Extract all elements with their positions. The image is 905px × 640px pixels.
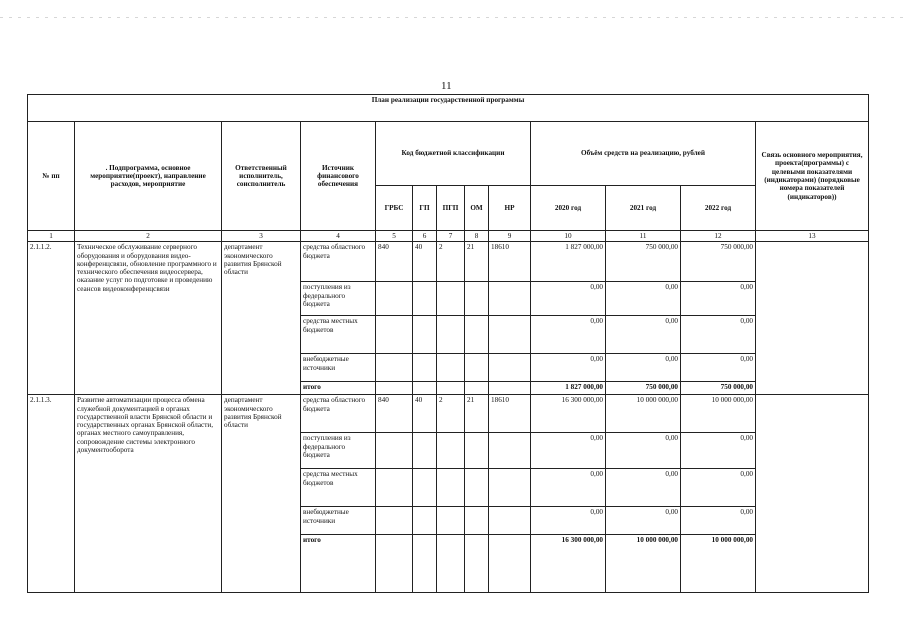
- amount-2020: 1 827 000,00: [531, 242, 606, 282]
- col-number: 8: [465, 231, 489, 242]
- code-om: [465, 382, 489, 395]
- funding-source: поступления из федерального бюджета: [301, 433, 376, 469]
- amount-2020: 0,00: [531, 354, 606, 382]
- amount-2022: 10 000 000,00: [681, 395, 756, 433]
- col-number: 9: [489, 231, 531, 242]
- code-om: [465, 535, 489, 593]
- code-gp: [413, 469, 437, 507]
- code-pgp: 2: [437, 395, 465, 433]
- header-2022: 2022 год: [681, 186, 756, 231]
- code-nr: 18610: [489, 242, 531, 282]
- amount-2022: 0,00: [681, 507, 756, 535]
- header-responsible: Ответственный исполнитель, соисполнитель: [222, 122, 301, 231]
- page-number: 11: [441, 80, 452, 92]
- amount-2021: 0,00: [606, 282, 681, 316]
- code-nr: [489, 282, 531, 316]
- code-pgp: [437, 282, 465, 316]
- funding-source: средства областного бюджета: [301, 395, 376, 433]
- code-om: [465, 316, 489, 354]
- code-om: 21: [465, 395, 489, 433]
- code-grbs: [376, 535, 413, 593]
- code-grbs: [376, 282, 413, 316]
- header-2021: 2021 год: [606, 186, 681, 231]
- total-2020: 16 300 000,00: [531, 535, 606, 593]
- code-om: [465, 469, 489, 507]
- funding-source: средства областного бюджета: [301, 242, 376, 282]
- code-pgp: [437, 535, 465, 593]
- item-description: Техническое обслуживание серверного оборудования и оборудования видео-конференцсвязи, обновление программного и технического обеспечения видеосервера, оказание услуг по подготовке и проведению сеансов видеоконференцсвязи: [75, 242, 222, 395]
- code-om: [465, 433, 489, 469]
- table-row: [28, 395, 869, 433]
- col-number: 4: [301, 231, 376, 242]
- scan-artifact-line: [0, 17, 905, 18]
- col-number: 11: [606, 231, 681, 242]
- col-number: 3: [222, 231, 301, 242]
- total-2022: 10 000 000,00: [681, 535, 756, 593]
- amount-2021: 0,00: [606, 316, 681, 354]
- item-description: Развитие автоматизации процесса обмена служебной документацией в органах государственной власти Брянской области и государственных органах Брянской области, органах местного самоуправления, сопровождение системы электронного документооборота: [75, 395, 222, 593]
- amount-2020: 0,00: [531, 469, 606, 507]
- col-number: 12: [681, 231, 756, 242]
- total-2021: 750 000,00: [606, 382, 681, 395]
- indicator-link: [756, 395, 869, 593]
- total-2021: 10 000 000,00: [606, 535, 681, 593]
- code-pgp: [437, 433, 465, 469]
- table-caption: План реализации государственной программы: [28, 95, 869, 122]
- table-row: [28, 242, 869, 282]
- code-grbs: [376, 469, 413, 507]
- code-nr: [489, 354, 531, 382]
- amount-2022: 750 000,00: [681, 242, 756, 282]
- code-gp: [413, 433, 437, 469]
- funding-source: поступления из федерального бюджета: [301, 282, 376, 316]
- program-plan-table: [27, 94, 869, 593]
- item-responsible: департамент экономического развития Брянской области: [222, 242, 301, 395]
- indicator-link: [756, 242, 869, 395]
- total-2020: 1 827 000,00: [531, 382, 606, 395]
- item-number: 2.1.1.2.: [28, 242, 75, 395]
- code-nr: [489, 382, 531, 395]
- col-number: 13: [756, 231, 869, 242]
- code-pgp: [437, 507, 465, 535]
- header-volume: Объём средств на реализацию, рублей: [531, 122, 756, 186]
- funding-total-label: итого: [301, 535, 376, 593]
- col-number: 2: [75, 231, 222, 242]
- code-gp: [413, 282, 437, 316]
- header-2020: 2020 год: [531, 186, 606, 231]
- code-gp: [413, 535, 437, 593]
- code-pgp: [437, 354, 465, 382]
- code-pgp: [437, 316, 465, 354]
- total-2022: 750 000,00: [681, 382, 756, 395]
- code-nr: [489, 469, 531, 507]
- header-grbs: ГРБС: [376, 186, 413, 231]
- code-pgp: [437, 382, 465, 395]
- amount-2022: 0,00: [681, 354, 756, 382]
- code-gp: [413, 507, 437, 535]
- code-pgp: [437, 469, 465, 507]
- code-om: [465, 354, 489, 382]
- amount-2022: 0,00: [681, 433, 756, 469]
- amount-2022: 0,00: [681, 316, 756, 354]
- code-nr: [489, 316, 531, 354]
- code-nr: [489, 535, 531, 593]
- code-grbs: [376, 354, 413, 382]
- funding-source: внебюджетные источники: [301, 354, 376, 382]
- code-grbs: 840: [376, 395, 413, 433]
- code-nr: [489, 507, 531, 535]
- col-number: 5: [376, 231, 413, 242]
- code-grbs: [376, 507, 413, 535]
- col-number: 6: [413, 231, 437, 242]
- funding-total-label: итого: [301, 382, 376, 395]
- code-grbs: [376, 316, 413, 354]
- amount-2020: 0,00: [531, 507, 606, 535]
- item-number: 2.1.1.3.: [28, 395, 75, 593]
- amount-2021: 10 000 000,00: [606, 395, 681, 433]
- code-pgp: 2: [437, 242, 465, 282]
- code-om: [465, 282, 489, 316]
- code-gp: 40: [413, 395, 437, 433]
- header-subprogram: . Подпрограмма, основное мероприятие(проект), направление расходов, мероприятие: [75, 122, 222, 231]
- funding-source: внебюджетные источники: [301, 507, 376, 535]
- code-grbs: [376, 433, 413, 469]
- code-nr: [489, 433, 531, 469]
- amount-2020: 0,00: [531, 316, 606, 354]
- amount-2020: 16 300 000,00: [531, 395, 606, 433]
- funding-source: средства местных бюджетов: [301, 316, 376, 354]
- header-om: ОМ: [465, 186, 489, 231]
- header-nr: НР: [489, 186, 531, 231]
- header-gp: ГП: [413, 186, 437, 231]
- amount-2021: 0,00: [606, 507, 681, 535]
- code-grbs: [376, 382, 413, 395]
- col-number: 7: [437, 231, 465, 242]
- item-responsible: департамент экономического развития Брянской области: [222, 395, 301, 593]
- header-source: Источник финансового обеспечения: [301, 122, 376, 231]
- funding-source: средства местных бюджетов: [301, 469, 376, 507]
- col-number: 1: [28, 231, 75, 242]
- amount-2022: 0,00: [681, 469, 756, 507]
- amount-2021: 0,00: [606, 469, 681, 507]
- code-gp: 40: [413, 242, 437, 282]
- code-om: 21: [465, 242, 489, 282]
- amount-2020: 0,00: [531, 282, 606, 316]
- amount-2021: 0,00: [606, 433, 681, 469]
- header-num: № пп: [28, 122, 75, 231]
- amount-2020: 0,00: [531, 433, 606, 469]
- amount-2022: 0,00: [681, 282, 756, 316]
- col-number: 10: [531, 231, 606, 242]
- code-nr: 18610: [489, 395, 531, 433]
- header-pgp: ПГП: [437, 186, 465, 231]
- amount-2021: 0,00: [606, 354, 681, 382]
- code-gp: [413, 316, 437, 354]
- code-grbs: 840: [376, 242, 413, 282]
- header-link: Связь основного мероприятия, проекта(программы) с целевыми показателями (индикаторами) (порядковые номера показателей (индикаторов)): [756, 122, 869, 231]
- amount-2021: 750 000,00: [606, 242, 681, 282]
- code-gp: [413, 354, 437, 382]
- header-budget-code: Код бюджетной классификации: [376, 122, 531, 186]
- code-om: [465, 507, 489, 535]
- code-gp: [413, 382, 437, 395]
